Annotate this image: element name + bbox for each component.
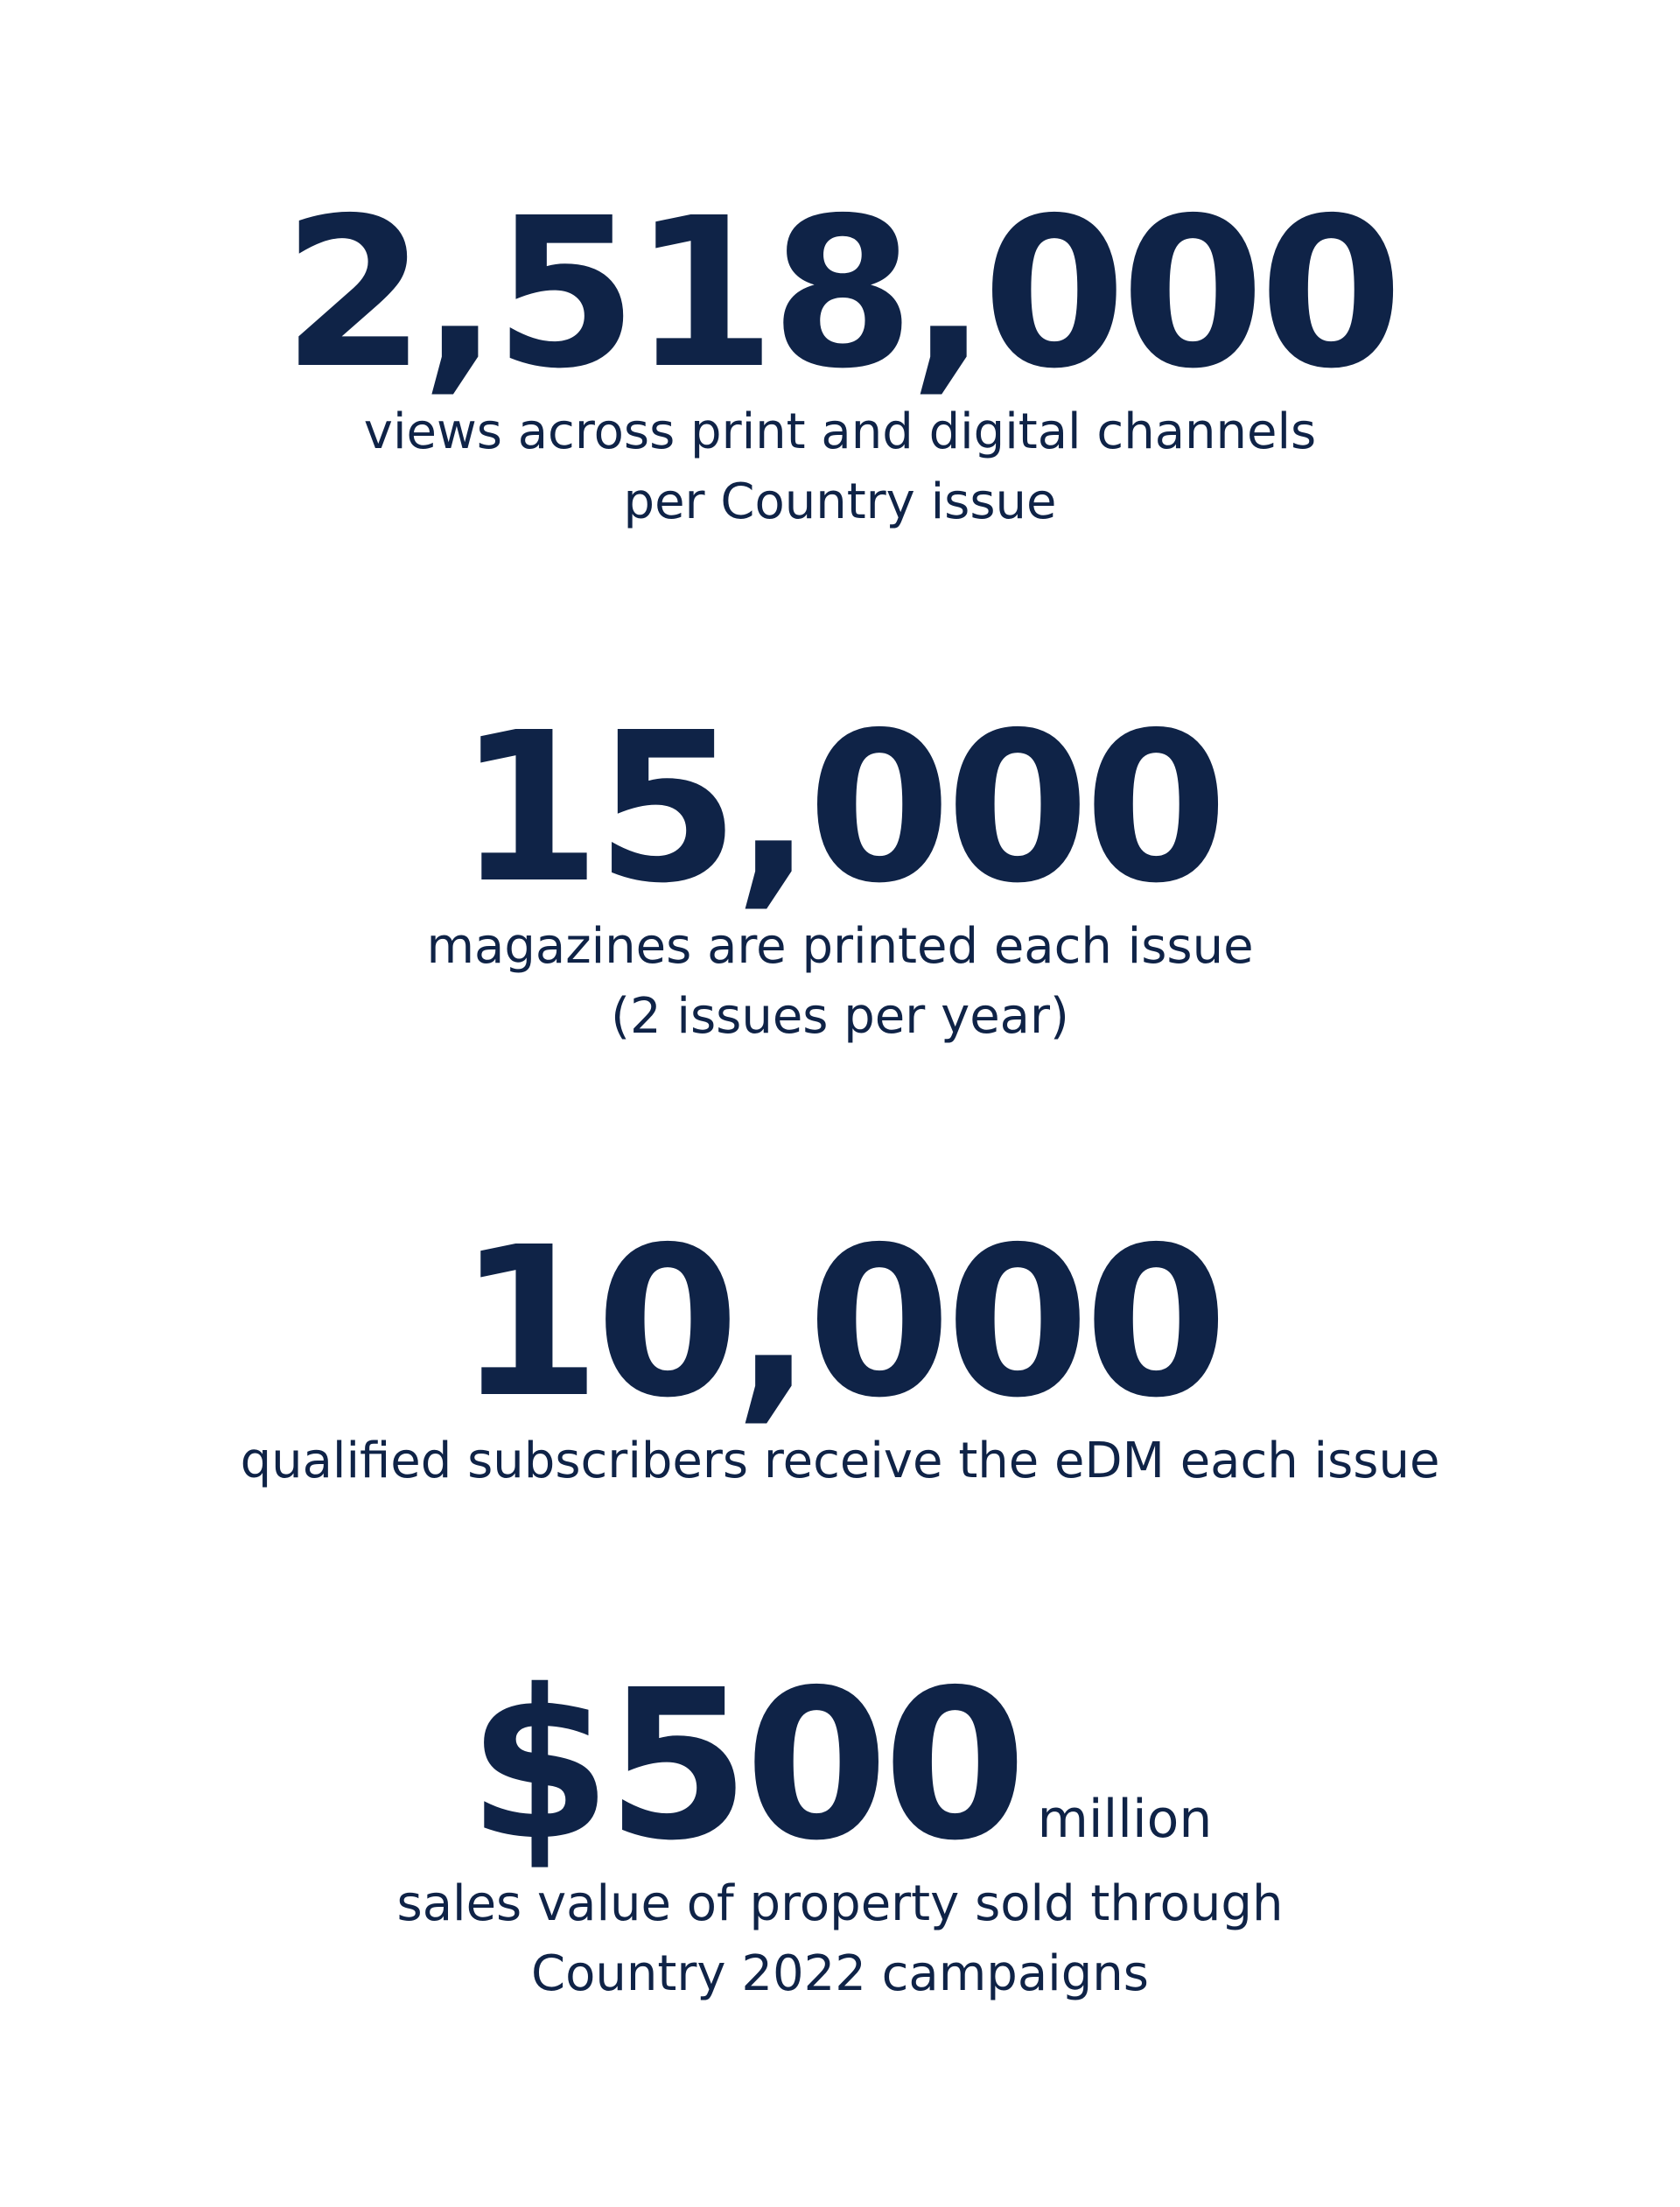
stat-description-line-1: qualified subscribers receive the eDM each issue [240, 1433, 1440, 1489]
stat-description-line-2: Country 2022 campaigns [531, 1945, 1149, 2002]
stat-value: 2,518,000 [282, 173, 1398, 414]
stat-description-line-1: magazines are printed each issue [426, 918, 1254, 975]
stat-value-suffix: million [1037, 1789, 1213, 1850]
stat-value-row [0, 1645, 1680, 1886]
stat-description-line-1: sales value of property sold through [396, 1875, 1284, 1932]
stat-magazines [0, 688, 1680, 1052]
stat-value: 15,000 [457, 688, 1223, 928]
stat-description-line-2: (2 issues per year) [611, 988, 1069, 1045]
stat-sales-value [0, 1645, 1680, 2009]
stat-value: 10,000 [457, 1202, 1223, 1443]
stat-description-line-1: views across print and digital channels [363, 403, 1317, 460]
stat-views [0, 173, 1680, 537]
stat-subscribers [0, 1202, 1680, 1496]
stat-value: $500 [467, 1645, 1022, 1886]
stat-description-line-2: per Country issue [623, 473, 1057, 530]
